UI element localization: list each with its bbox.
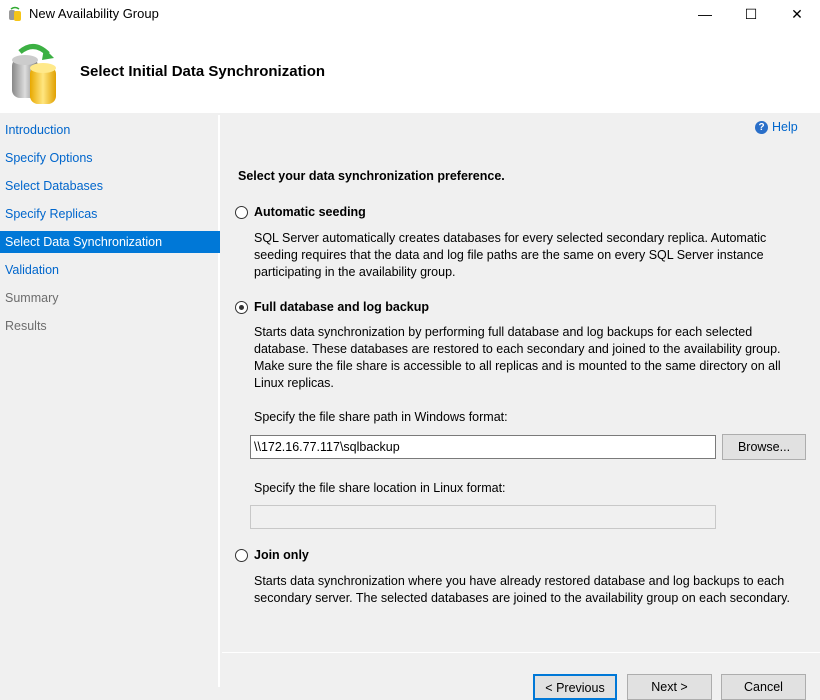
nav-introduction[interactable]: Introduction: [5, 123, 71, 137]
automatic-seeding-label[interactable]: Automatic seeding: [254, 205, 366, 219]
nav-results: Results: [5, 319, 47, 333]
full-backup-description: Starts data synchronization by performing full database and log backups for each selected database. These databases are restored to each secondary and joined to the availability group. Make sure the file share is accessible to all replicas and is mounted to the same directory on all Linux replicas.: [254, 325, 781, 390]
browse-button[interactable]: Browse...: [722, 434, 806, 460]
automatic-seeding-description: SQL Server automatically creates databases for every selected secondary replica. Automatic seeding requires that the data and log file paths are the same on every SQL Server instance participating in the availability group.: [254, 231, 767, 279]
windows-path-label: Specify the file share path in Windows format:: [254, 410, 508, 424]
nav-specify-options[interactable]: Specify Options: [5, 151, 93, 165]
window-title: New Availability Group: [29, 6, 159, 21]
join-only-radio[interactable]: [235, 549, 248, 562]
footer-divider: [222, 652, 820, 653]
close-button[interactable]: ✕: [791, 5, 803, 22]
windows-path-input[interactable]: \\172.16.77.117\sqlbackup: [250, 435, 716, 459]
help-icon: ?: [755, 121, 768, 134]
nav-select-databases[interactable]: Select Databases: [5, 179, 103, 193]
sync-prompt: Select your data synchronization preference.: [238, 169, 505, 183]
page-title: Select Initial Data Synchronization: [80, 63, 326, 80]
automatic-seeding-radio[interactable]: [235, 206, 248, 219]
full-backup-label[interactable]: Full database and log backup: [254, 300, 430, 314]
join-only-label[interactable]: Join only: [254, 548, 309, 562]
wizard-nav: [0, 115, 220, 687]
next-button[interactable]: Next >: [627, 674, 712, 700]
linux-path-label: Specify the file share location in Linux format:: [254, 481, 506, 495]
cancel-button[interactable]: Cancel: [721, 674, 806, 700]
full-backup-radio[interactable]: [235, 301, 248, 314]
title-bar: [0, 0, 820, 28]
maximize-button[interactable]: ☐: [744, 5, 758, 22]
help-link[interactable]: [755, 120, 798, 134]
app-icon: [8, 6, 22, 21]
linux-path-input: [250, 505, 716, 529]
nav-validation[interactable]: Validation: [5, 263, 59, 277]
help-label: Help: [772, 120, 798, 134]
join-only-description: Starts data synchronization where you have already restored database and log backups to each secondary server. The selected databases are joined to the availability group on each secondary.: [254, 574, 790, 605]
nav-specify-replicas[interactable]: Specify Replicas: [5, 207, 98, 221]
database-sync-icon: [10, 40, 60, 104]
previous-button[interactable]: < Previous: [533, 674, 617, 700]
wizard-header: [0, 28, 820, 113]
nav-select-data-synchronization[interactable]: Select Data Synchronization: [0, 231, 220, 253]
nav-summary: Summary: [5, 291, 59, 305]
minimize-button[interactable]: —: [698, 6, 712, 22]
